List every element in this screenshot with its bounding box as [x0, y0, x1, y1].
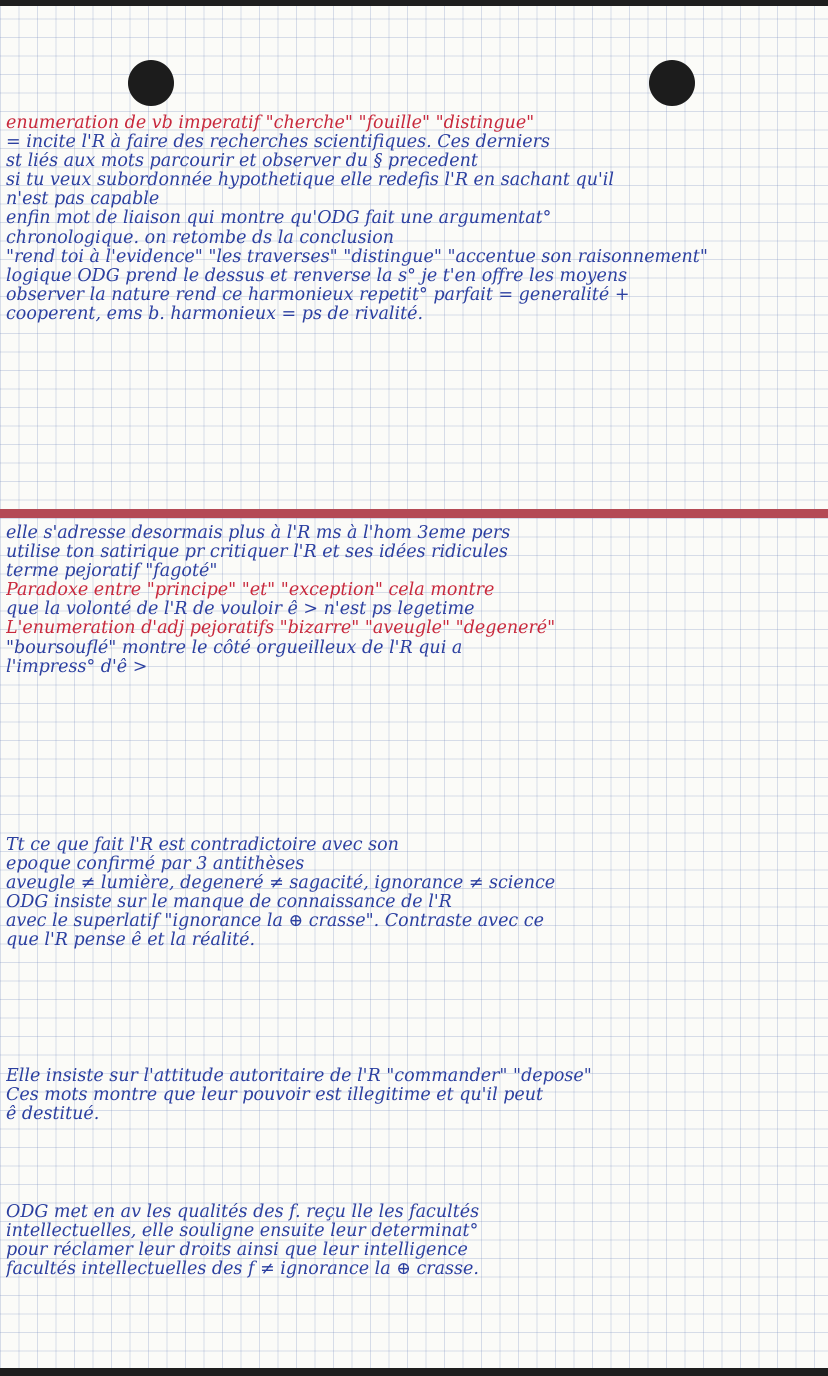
punch-hole-right [649, 60, 695, 106]
section-divider [0, 509, 828, 518]
notes-section-5 [6, 1203, 822, 1279]
note-line: avec le superlatif "ignorance la ⊕ crasse". Contraste avec ce [6, 912, 544, 932]
note-line: facultés intellectuelles des f ≠ ignorance la ⊕ crasse. [6, 1260, 479, 1280]
note-line: ê destitué. [6, 1105, 100, 1125]
note-line: elle s'adresse desormais plus à l'R ms à l'hom 3eme pers [6, 524, 511, 543]
note-line: n'est pas capable [6, 190, 160, 210]
note-line: epoque confirmé par 3 antithèses [6, 855, 305, 875]
notes-section-1 [6, 114, 822, 324]
note-line: cooperent, ems b. harmonieux = ps de rivalité. [6, 304, 424, 324]
notes-section-3 [6, 836, 822, 951]
note-line: ODG met en av les qualités des f. reçu lle les facultés [6, 1203, 480, 1222]
note-line: l'impress° d'ê > [6, 657, 148, 677]
notes-section-4 [6, 1067, 822, 1124]
note-line: enfin mot de liaison qui montre qu'ODG fait une argumentat° [6, 209, 552, 229]
note-line: aveugle ≠ lumière, degeneré ≠ sagacité, ignorance ≠ science [6, 874, 556, 894]
note-line: observer la nature rend ce harmonieux repetit° parfait = generalité + [6, 285, 630, 305]
note-line: utilise ton satirique pr critiquer l'R et ses idées ridicules [6, 543, 508, 563]
note-line: enumeration de vb imperatif "cherche" "fouille" "distingue" [6, 114, 535, 133]
note-line: pour réclamer leur droits ainsi que leur intelligence [6, 1241, 468, 1261]
note-line: que l'R pense ê et la réalité. [6, 931, 256, 951]
card-bottom-edge [0, 1368, 828, 1376]
note-line: Ces mots montre que leur pouvoir est illegitime et qu'il peut [6, 1086, 544, 1106]
punch-hole-left [128, 60, 174, 106]
notes-section-2 [6, 524, 822, 677]
note-line: st liés aux mots parcourir et observer du § precedent [6, 152, 478, 172]
note-line: "boursouflé" montre le côté orgueilleux de l'R qui a [6, 638, 463, 658]
note-line: L'enumeration d'adj pejoratifs "bizarre" "aveugle" "degeneré" [6, 619, 556, 639]
note-line: ODG insiste sur le manque de connaissance de l'R [6, 893, 452, 913]
note-line: intellectuelles, elle souligne ensuite leur determinat° [6, 1222, 479, 1242]
note-line: Paradoxe entre "principe" "et" "exception" cela montre [6, 581, 495, 601]
note-line: logique ODG prend le dessus et renverse la s° je t'en offre les moyens [6, 266, 628, 286]
note-line: que la volonté de l'R de vouloir ê > n'est ps legetime [6, 600, 475, 620]
note-line: Tt ce que fait l'R est contradictoire avec son [6, 836, 399, 855]
note-line: si tu veux subordonnée hypothetique elle redefis l'R en sachant qu'il [6, 171, 615, 191]
note-line: terme pejoratif "fagoté" [6, 562, 218, 582]
card-top-edge [0, 0, 828, 6]
note-line: Elle insiste sur l'attitude autoritaire de l'R "commander" "depose" [6, 1067, 592, 1086]
note-line: "rend toi à l'evidence" "les traverses" "distingue" "accentue son raisonnement" [6, 247, 708, 267]
note-line: chronologique. on retombe ds la conclusion [6, 228, 395, 248]
note-line: = incite l'R à faire des recherches scientifiques. Ces derniers [6, 133, 550, 153]
